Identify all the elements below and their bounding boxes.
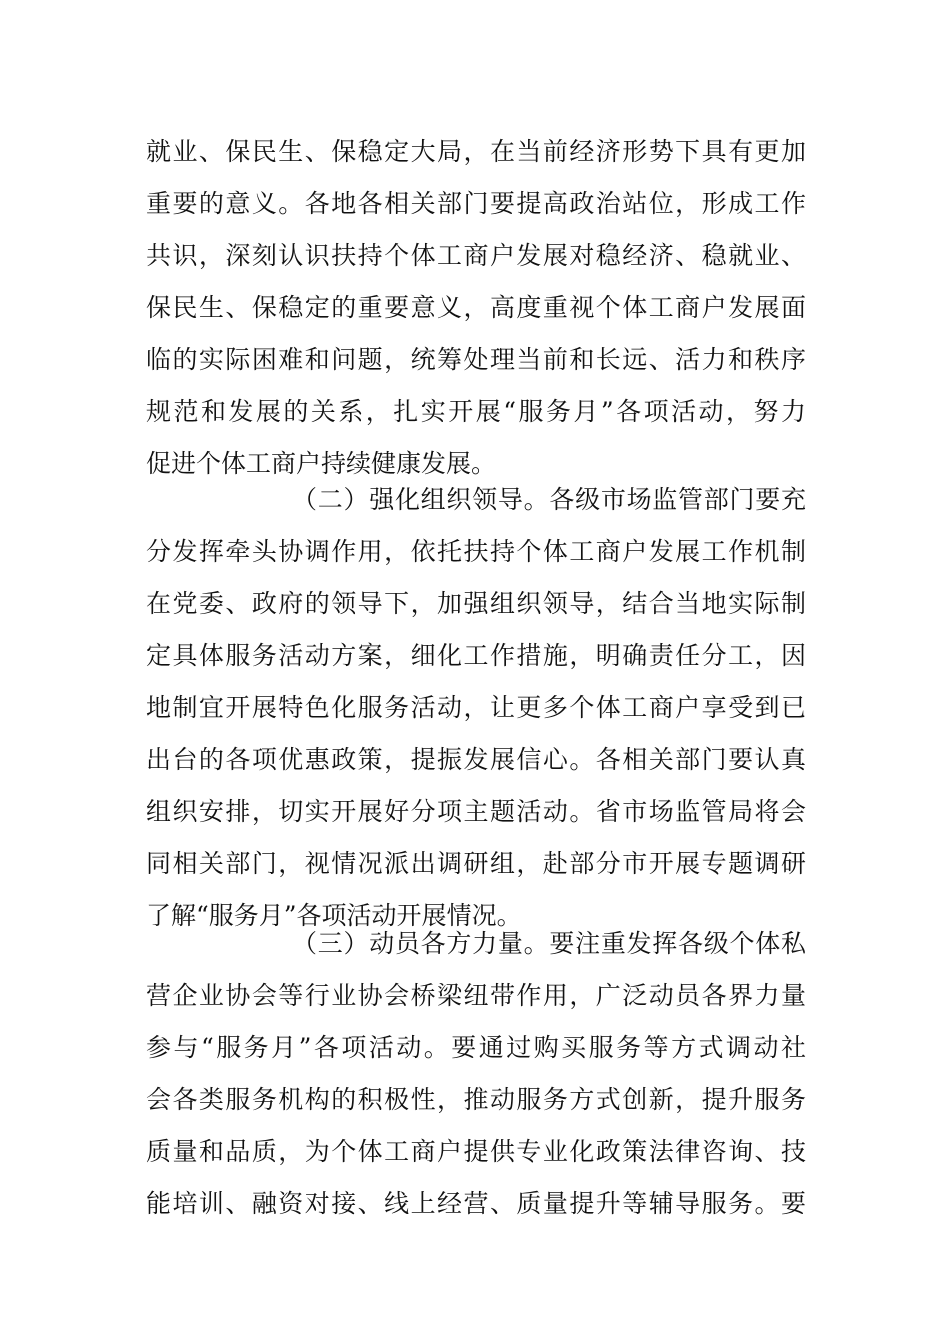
text-line: 地制宜开展特色化服务活动，让更多个体工商户享受到已 [146,693,806,722]
text-line: 质量和品质，为个体工商户提供专业化政策法律咨询、技 [146,1137,806,1166]
text-line: 组织安排，切实开展好分项主题活动。省市场监管局将会 [146,797,806,826]
text-line: 了解“服务月”各项活动开展情况。 [146,901,522,930]
section-heading-line: （三）动员各方力量。要注重发挥各级个体私 [292,929,806,958]
text-line: 出台的各项优惠政策，提振发展信心。各相关部门要认真 [146,745,806,774]
text-line: 会各类服务机构的积极性，推动服务方式创新，提升服务 [146,1085,806,1114]
text-line: 参与“服务月”各项活动。要通过购买服务等方式调动社 [146,1033,806,1062]
paragraph-2 [146,474,806,942]
text-line: 在党委、政府的领导下，加强组织领导，结合当地实际制 [146,589,806,618]
text-line: 定具体服务活动方案，细化工作措施，明确责任分工，因 [146,641,806,670]
text-line: 就业、保民生、保稳定大局，在当前经济形势下具有更加 [146,137,806,166]
text-line: 同相关部门，视情况派出调研组，赴部分市开展专题调研 [146,849,806,878]
text-line: 规范和发展的关系，扎实开展“服务月”各项活动，努力 [146,397,806,426]
text-line: 能培训、融资对接、线上经营、质量提升等辅导服务。要 [146,1189,806,1218]
text-line: 共识，深刻认识扶持个体工商户发展对稳经济、稳就业、 [146,241,806,270]
text-line: 保民生、保稳定的重要意义，高度重视个体工商户发展面 [146,293,806,322]
text-line: 重要的意义。各地各相关部门要提高政治站位，形成工作 [146,189,806,218]
text-line: 分发挥牵头协调作用，依托扶持个体工商户发展工作机制 [146,537,806,566]
text-line: 营企业协会等行业协会桥梁纽带作用，广泛动员各界力量 [146,981,806,1010]
paragraph-1 [146,126,806,490]
section-heading-line: （二）强化组织领导。各级市场监管部门要充 [292,485,806,514]
text-line: 促进个体工商户持续健康发展。 [146,449,497,478]
text-line: 临的实际困难和问题，统筹处理当前和长远、活力和秩序 [146,345,806,374]
paragraph-3 [146,918,806,1230]
